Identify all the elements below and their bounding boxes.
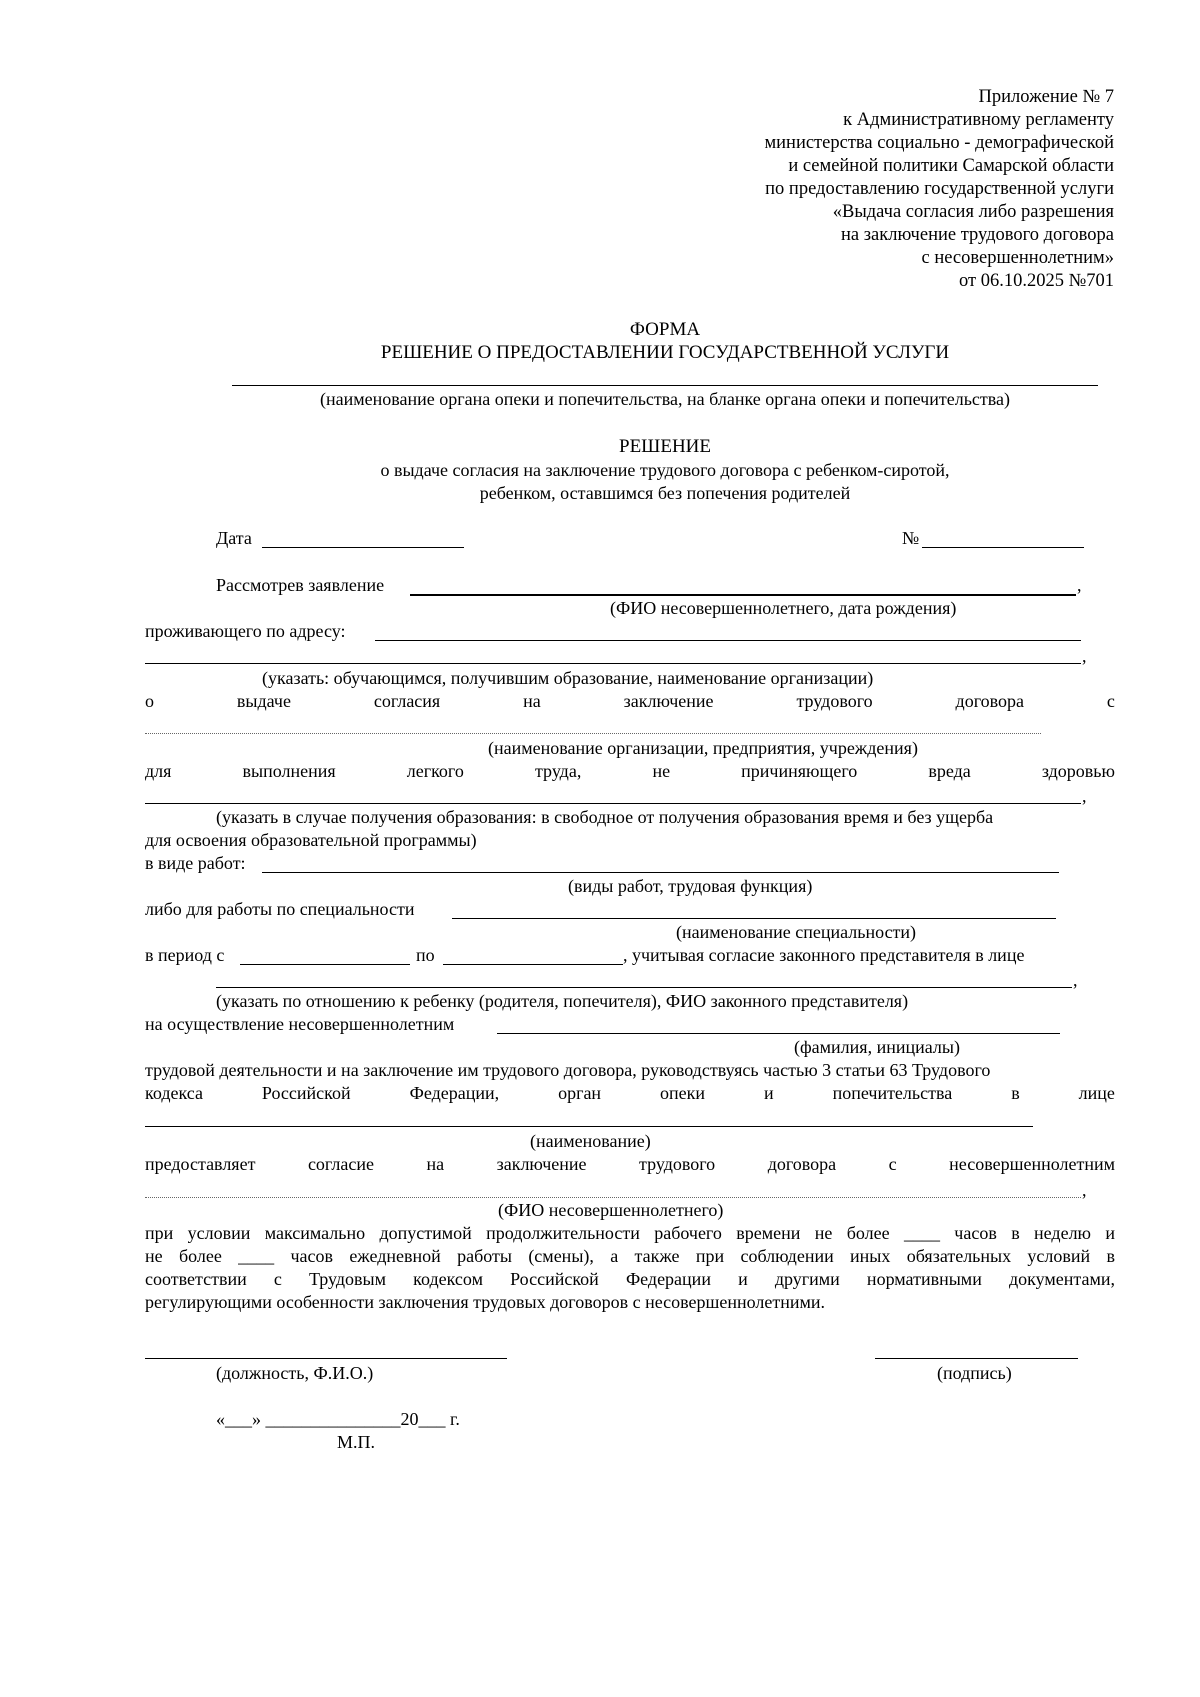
word: о [145, 691, 154, 711]
word: орган [558, 1083, 602, 1103]
appendix-line: «Выдача согласия либо разрешения [832, 202, 1114, 222]
word: выполнения [242, 761, 336, 781]
date-field[interactable] [262, 547, 464, 548]
word: трудового [639, 1154, 716, 1174]
period-from-field[interactable] [240, 964, 410, 965]
signature-date[interactable]: «___» _______________20___ г. [216, 1409, 460, 1429]
appendix-line: Приложение № 7 [978, 87, 1114, 107]
word: согласие [307, 1154, 374, 1174]
stamp-label: М.П. [337, 1432, 376, 1452]
word: с [1106, 691, 1115, 711]
work-types-label: в виде работ: [145, 853, 246, 873]
org-name-line[interactable] [232, 385, 1098, 386]
word: заключение [623, 691, 714, 711]
comma: , [1077, 575, 1082, 595]
caption-name: (наименование) [530, 1131, 651, 1151]
decision-subtitle: о выдаче согласия на заключение трудового договора с ребенком-сиротой, [380, 460, 950, 480]
caption-initials: (фамилия, инициалы) [794, 1037, 960, 1057]
word: не [652, 761, 671, 781]
reviewed-label: Рассмотрев заявление [216, 575, 385, 595]
provides-line [145, 1153, 1115, 1176]
minor-activity-label: на осуществление несовершеннолетним [145, 1014, 455, 1034]
form-label: ФОРМА [629, 319, 701, 340]
caption-specialty: (наименование специальности) [676, 922, 917, 942]
number-label: № [902, 528, 920, 548]
position-caption: (должность, Ф.И.О.) [216, 1363, 374, 1383]
word: кодекса [145, 1083, 203, 1103]
word: здоровью [1041, 761, 1115, 781]
light-work-line [145, 760, 1115, 783]
word: трудового [796, 691, 873, 711]
word: вреда [928, 761, 971, 781]
appendix-block [764, 86, 1114, 293]
appendix-line: по предоставлению государственной услуги [765, 179, 1114, 199]
health-field[interactable] [145, 803, 1081, 804]
minor-name-field[interactable] [497, 1033, 1060, 1034]
representative-field[interactable] [216, 987, 1072, 988]
period-from-label: в период с [145, 945, 225, 965]
word: Федерации, [409, 1083, 500, 1103]
labor-text: трудовой деятельности и на заключение им трудового договора, руководствуясь частью 3 статьи 63 Трудового [145, 1060, 991, 1080]
word: Российской [261, 1083, 351, 1103]
comma: , [1082, 1180, 1087, 1200]
caption-org: (наименование организации, предприятия, учреждения) [488, 738, 918, 758]
word: договора [767, 1154, 837, 1174]
word: заключение [496, 1154, 587, 1174]
word: с [888, 1154, 897, 1174]
sign-caption: (подпись) [937, 1363, 1012, 1383]
period-to-field[interactable] [443, 964, 623, 965]
residing-label: проживающего по адресу: [145, 621, 346, 641]
comma: , [1073, 970, 1078, 990]
caption-fio-birth: (ФИО несовершеннолетнего, дата рождения) [610, 598, 957, 618]
position-signature-line[interactable] [145, 1358, 507, 1359]
date-label: Дата [216, 528, 252, 548]
specialty-field[interactable] [452, 918, 1056, 919]
decision-subtitle: ребенком, оставшимся без попечения родителей [479, 483, 851, 503]
address-field[interactable] [375, 640, 1081, 641]
word: предоставляет [145, 1154, 256, 1174]
period-rest: , учитывая согласие законного представителя в лице [623, 945, 1025, 965]
caption-work-types: (виды работ, трудовая функция) [568, 876, 813, 896]
caption-study: (указать: обучающимся, получившим образование, наименование организации) [262, 668, 874, 688]
specialty-label: либо для работы по специальности [145, 899, 415, 919]
word: и [763, 1083, 774, 1103]
authority-field[interactable] [145, 1126, 1033, 1127]
word: для [145, 761, 172, 781]
number-field[interactable] [922, 547, 1084, 548]
org-caption: (наименование органа опеки и попечительства, на бланке органа опеки и попечительства) [319, 389, 1011, 409]
caption-representative: (указать по отношению к ребенку (родителя, попечителя), ФИО законного представителя) [216, 991, 909, 1011]
sign-line[interactable] [875, 1358, 1078, 1359]
appendix-line: министерства социально - демографической [764, 133, 1114, 153]
minor-fio-field[interactable] [145, 1197, 1081, 1198]
appendix-line: на заключение трудового договора [840, 225, 1114, 245]
word: на [523, 691, 541, 711]
appendix-line: и семейной политики Самарской области [788, 156, 1114, 176]
comma: , [1082, 786, 1087, 806]
word: лице [1078, 1083, 1115, 1103]
word: несовершеннолетним [949, 1154, 1115, 1174]
word: договора [955, 691, 1025, 711]
word: в [1011, 1083, 1020, 1103]
word: труда, [534, 761, 582, 781]
caption-education-2: для освоения образовательной программы) [145, 830, 477, 850]
appendix-line: от 06.10.2025 №701 [959, 271, 1114, 291]
word: легкого [406, 761, 464, 781]
appendix-line: к Административному регламенту [843, 110, 1114, 130]
application-field[interactable] [410, 594, 1076, 596]
word: попечительства [832, 1083, 953, 1103]
conditions-paragraph [145, 1222, 1115, 1314]
condition-line: регулирующими особенности заключения трудовых договоров с несовершеннолетними. [145, 1292, 826, 1312]
word: на [426, 1154, 445, 1174]
period-to-label: по [416, 945, 435, 965]
appendix-line: с несовершеннолетним» [921, 248, 1114, 268]
caption-education-1: (указать в случае получения образования: в свободное от получения образования время и без ущерба [216, 807, 994, 827]
code-line [145, 1082, 1115, 1105]
work-types-field[interactable] [262, 872, 1059, 873]
org-field[interactable] [145, 733, 1041, 734]
address-field-2[interactable] [145, 663, 1081, 664]
word: причиняющего [741, 761, 858, 781]
consent-line [145, 690, 1115, 713]
word: опеки [660, 1083, 706, 1103]
condition-line: соответствии с Трудовым кодексом Российской Федерации и другими нормативными документами, [145, 1269, 1115, 1289]
form-title: РЕШЕНИЕ О ПРЕДОСТАВЛЕНИИ ГОСУДАРСТВЕННОЙ УСЛУГИ [380, 342, 950, 363]
word: согласия [373, 691, 441, 711]
word: выдаче [236, 691, 291, 711]
comma: , [1082, 646, 1087, 666]
condition-line: при условии максимально допустимой продолжительности рабочего времени не более ____ часов в неделю и [145, 1223, 1115, 1243]
condition-line: не более ____ часов ежедневной работы (смены), а также при соблюдении иных обязательных условий в [145, 1246, 1115, 1266]
caption-fio-minor: (ФИО несовершеннолетнего) [498, 1200, 724, 1220]
decision-title: РЕШЕНИЕ [619, 436, 711, 457]
